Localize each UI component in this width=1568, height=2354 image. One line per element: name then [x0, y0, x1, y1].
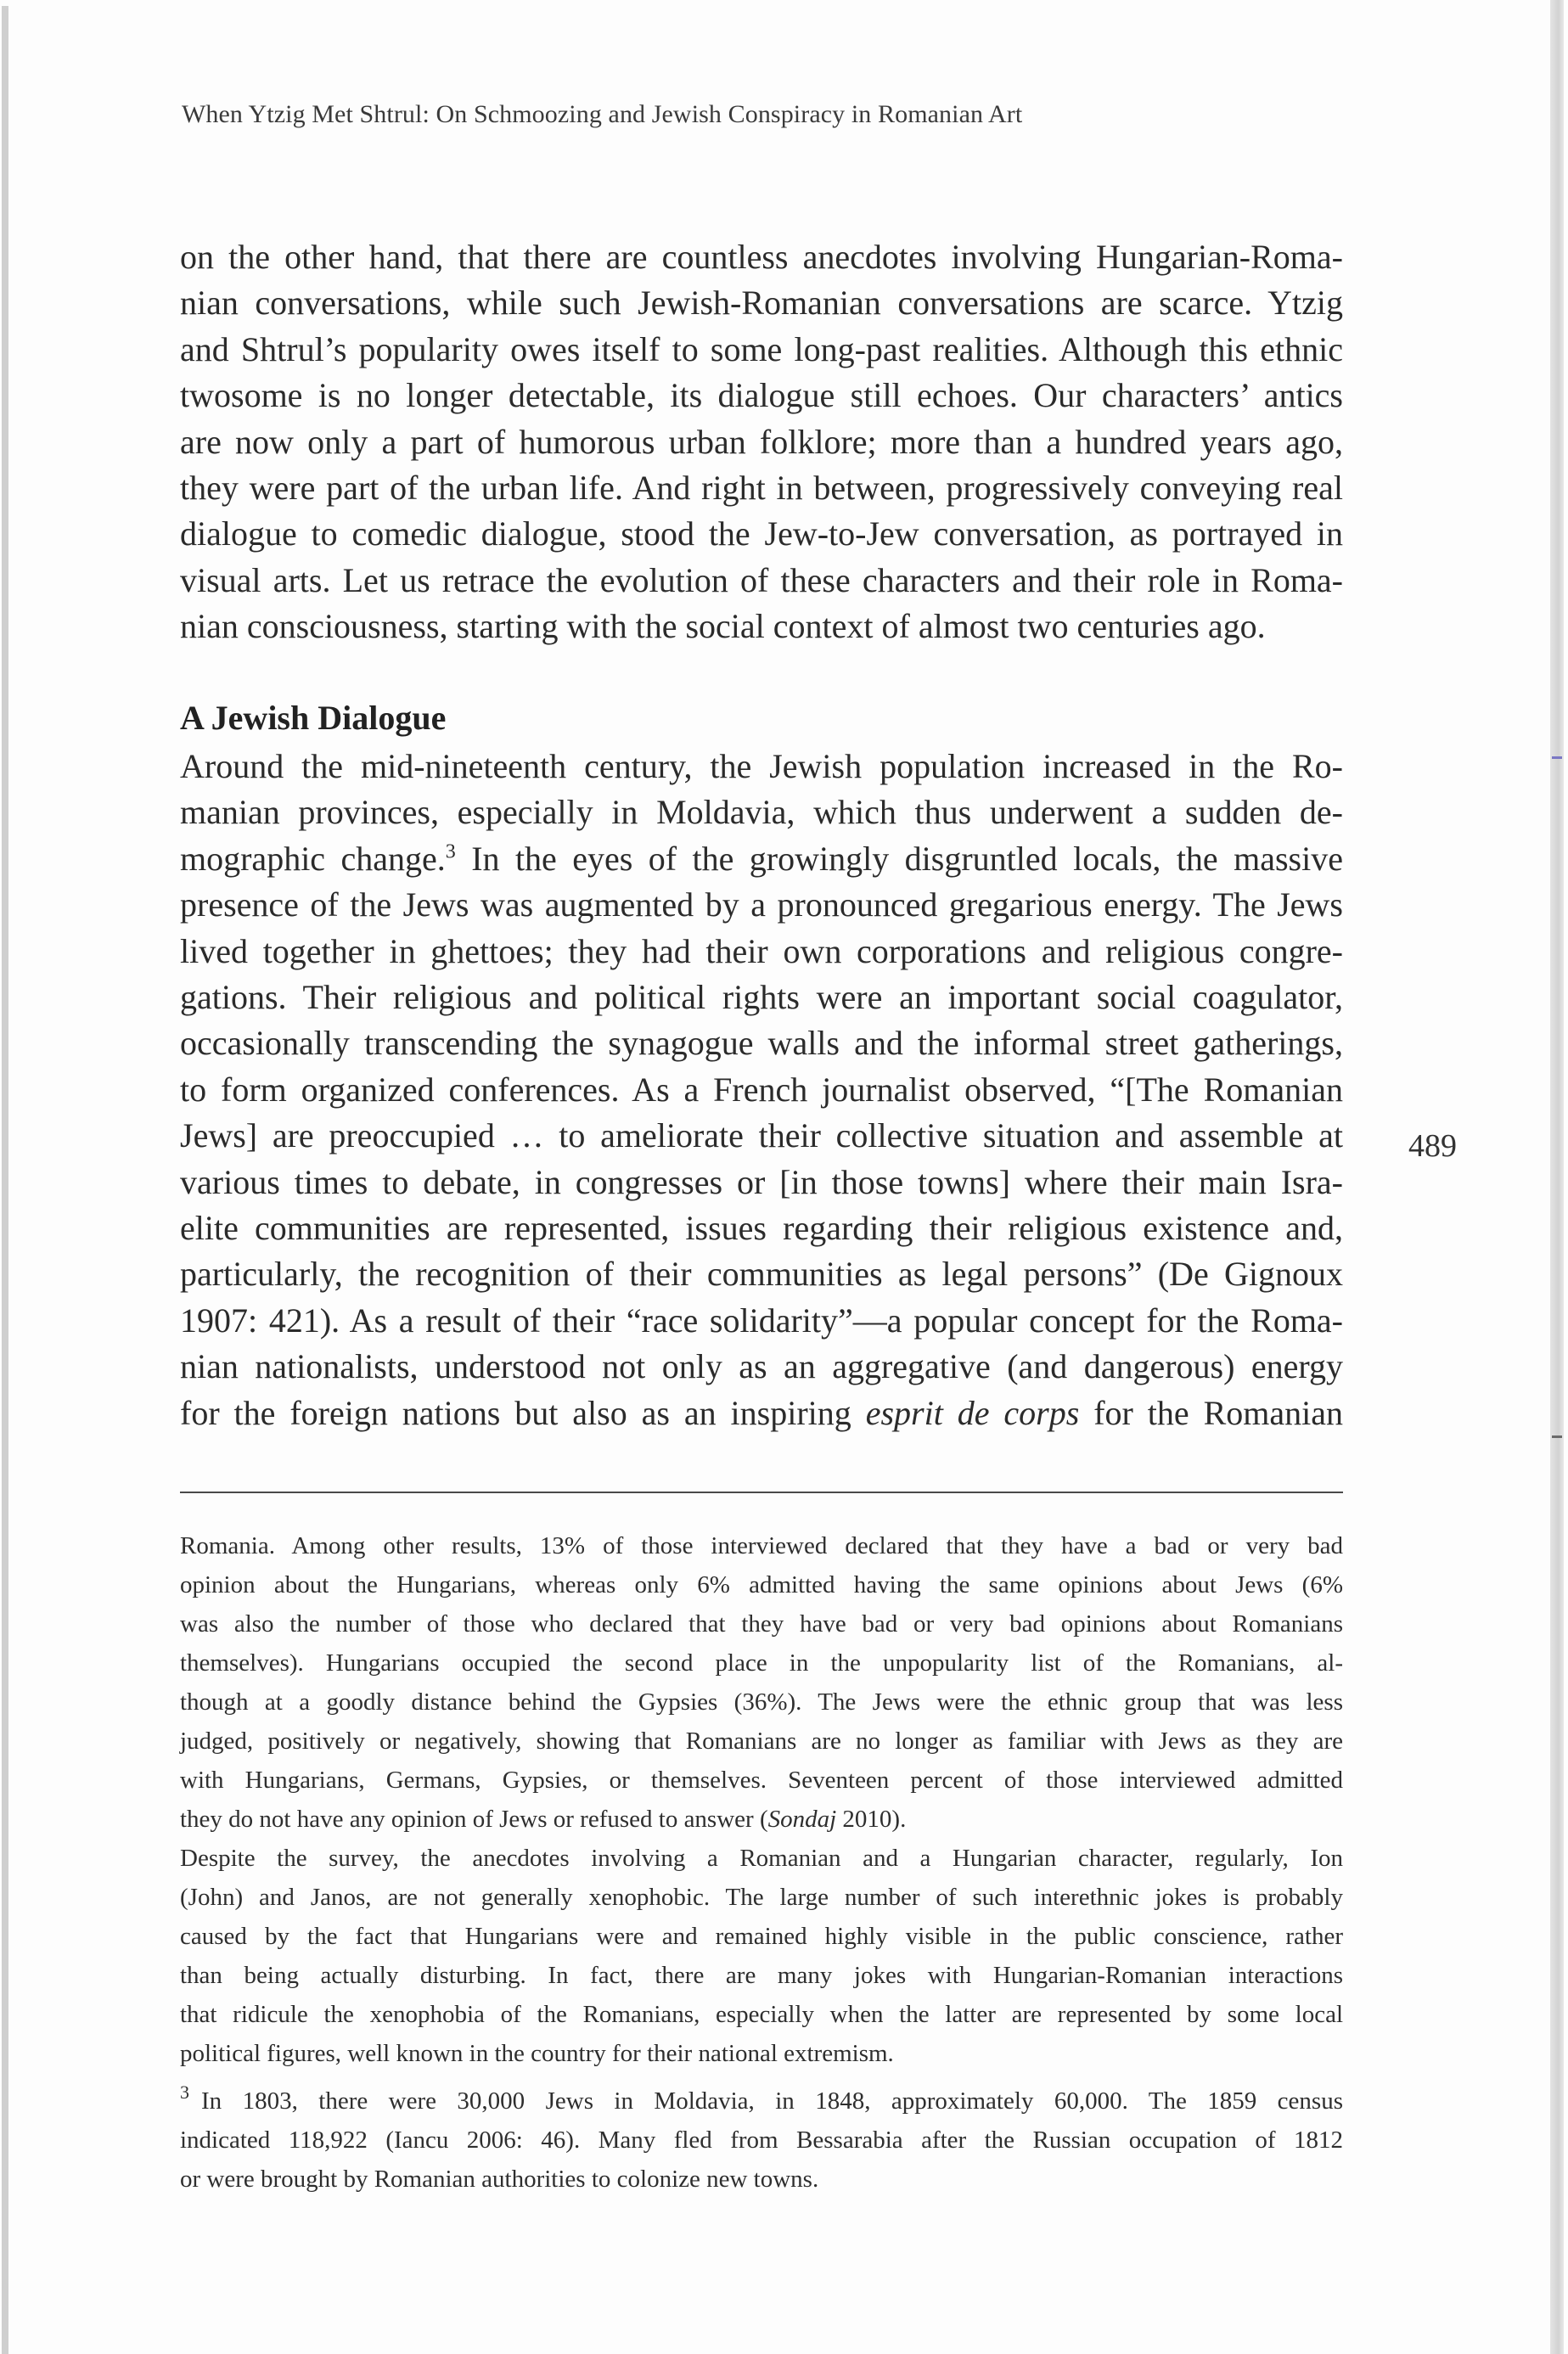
- footnote-3-line: $^3$ In 1803, there were 30,000 Jews in Moldavia, in 1848, approximately 60,000. The 1859 census: [180, 2082, 1343, 2115]
- footnote-separator: [180, 1492, 1343, 1493]
- text-line: Jews] are preoccupied … to ameliorate their collective situation and assemble at: [180, 1116, 1343, 1155]
- section-heading: A Jewish Dialogue: [180, 699, 447, 737]
- scan-marker-blue: [1552, 756, 1562, 759]
- italic-phrase: esprit de corps: [865, 1393, 1080, 1432]
- footnote-marker-3: 3: [180, 2082, 189, 2103]
- footnote-line: though at a goodly distance behind the Gypsies (36%). The Jews were the ethnic group that was less: [180, 1688, 1343, 1716]
- footnote-line: they do not have any opinion of Jews or refused to answer (Sondaj 2010).: [180, 1806, 907, 1833]
- text-line: various times to debate, in congresses or [in those towns] where their main Isra-: [180, 1162, 1343, 1201]
- text-line: mographic change.$^3$ In the eyes of the growingly disgruntled locals, the massive: [180, 839, 1343, 878]
- italic-citation: Sondaj: [767, 1806, 837, 1833]
- footnote-ref-3[interactable]: 3: [445, 840, 456, 863]
- text-line: they were part of the urban life. And right in between, progressively conveying real: [180, 469, 1343, 508]
- running-head: When Ytzig Met Shtrul: On Schmoozing and Jewish Conspiracy in Romanian Art: [182, 100, 1023, 128]
- text-line: occasionally transcending the synagogue walls and the informal street gatherings,: [180, 1024, 1343, 1063]
- text-line: to form organized conferences. As a French journalist observed, “[The Romanian: [180, 1070, 1343, 1109]
- text-line: particularly, the recognition of their communities as legal persons” (De Gignoux: [180, 1255, 1343, 1294]
- text-line: dialogue to comedic dialogue, stood the Jew-to-Jew conversation, as portrayed in: [180, 514, 1343, 553]
- paragraph-jewish-dialogue: [180, 744, 1343, 1436]
- text-line: on the other hand, that there are countless anecdotes involving Hungarian-Roma-: [180, 238, 1343, 276]
- text-line: Around the mid-nineteenth century, the Jewish population increased in the Ro-: [180, 747, 1343, 785]
- scan-marker-dark: [1552, 1435, 1562, 1438]
- footnote-line: caused by the fact that Hungarians were and remained highly visible in the public conscience, rather: [180, 1923, 1343, 1950]
- footnote-line: themselves). Hungarians occupied the second place in the unpopularity list of the Romanians, al-: [180, 1649, 1343, 1677]
- text-line: visual arts. Let us retrace the evolution of these characters and their role in Roma-: [180, 560, 1343, 599]
- footnote-line: that ridicule the xenophobia of the Romanians, especially when the latter are represented by some local: [180, 2001, 1343, 2028]
- text-line: gations. Their religious and political rights were an important social coagulator,: [180, 978, 1343, 1017]
- text-line: are now only a part of humorous urban folklore; more than a hundred years ago,: [180, 422, 1343, 461]
- footnote-line: than being actually disturbing. In fact, there are many jokes with Hungarian-Romanian interactions: [180, 1962, 1343, 1989]
- footnote-line: Despite the survey, the anecdotes involving a Romanian and a Hungarian character, regularly, Ion: [180, 1845, 1343, 1872]
- text-line: manian provinces, especially in Moldavia, which thus underwent a sudden de-: [180, 793, 1343, 832]
- footnotes: [180, 1526, 1343, 2199]
- scan-edge-right: [1550, 0, 1564, 2354]
- footnote-3-line: indicated 118,922 (Iancu 2006: 46). Many fled from Bessarabia after the Russian occupation of 1812: [180, 2126, 1343, 2154]
- text-line: for the foreign nations but also as an inspiring esprit de corps for the Romanian: [180, 1393, 1343, 1432]
- footnote-line: political figures, well known in the country for their national extremism.: [180, 2040, 894, 2067]
- text-line: presence of the Jews was augmented by a pronounced gregarious energy. The Jews: [180, 885, 1343, 924]
- page-number: 489: [1408, 1128, 1457, 1164]
- footnote-line: was also the number of those who declared that they have bad or very bad opinions about Romanians: [180, 1610, 1343, 1638]
- paragraph-intro: [180, 234, 1343, 650]
- text-line: and Shtrul’s popularity owes itself to some long-past realities. Although this ethnic: [180, 329, 1343, 368]
- text-line: lived together in ghettoes; they had their own corporations and religious congre-: [180, 931, 1343, 970]
- text-line: nian consciousness, starting with the social context of almost two centuries ago.: [180, 607, 1266, 646]
- footnote-line: opinion about the Hungarians, whereas only 6% admitted having the same opinions about Jews (6%: [180, 1571, 1343, 1598]
- text-line: nian conversations, while such Jewish-Romanian conversations are scarce. Ytzig: [180, 284, 1343, 323]
- footnote-line: (John) and Janos, are not generally xenophobic. The large number of such interethnic jokes is probably: [180, 1884, 1343, 1911]
- text-line: elite communities are represented, issues regarding their religious existence and,: [180, 1209, 1343, 1248]
- text-line: nian nationalists, understood not only as an aggregative (and dangerous) energy: [180, 1347, 1343, 1386]
- scan-edge-left: [2, 6, 8, 2354]
- footnote-line: with Hungarians, Germans, Gypsies, or themselves. Seventeen percent of those interviewed admitted: [180, 1767, 1343, 1794]
- text-line: 1907: 421). As a result of their “race solidarity”—a popular concept for the Roma-: [180, 1301, 1343, 1340]
- footnote-line: judged, positively or negatively, showing that Romanians are no longer as familiar with Jews as they are: [180, 1728, 1343, 1755]
- footnote-3-line: or were brought by Romanian authorities to colonize new towns.: [180, 2166, 819, 2193]
- footnote-line: Romania. Among other results, 13% of those interviewed declared that they have a bad or very bad: [180, 1532, 1343, 1559]
- text-line: twosome is no longer detectable, its dialogue still echoes. Our characters’ antics: [180, 376, 1343, 415]
